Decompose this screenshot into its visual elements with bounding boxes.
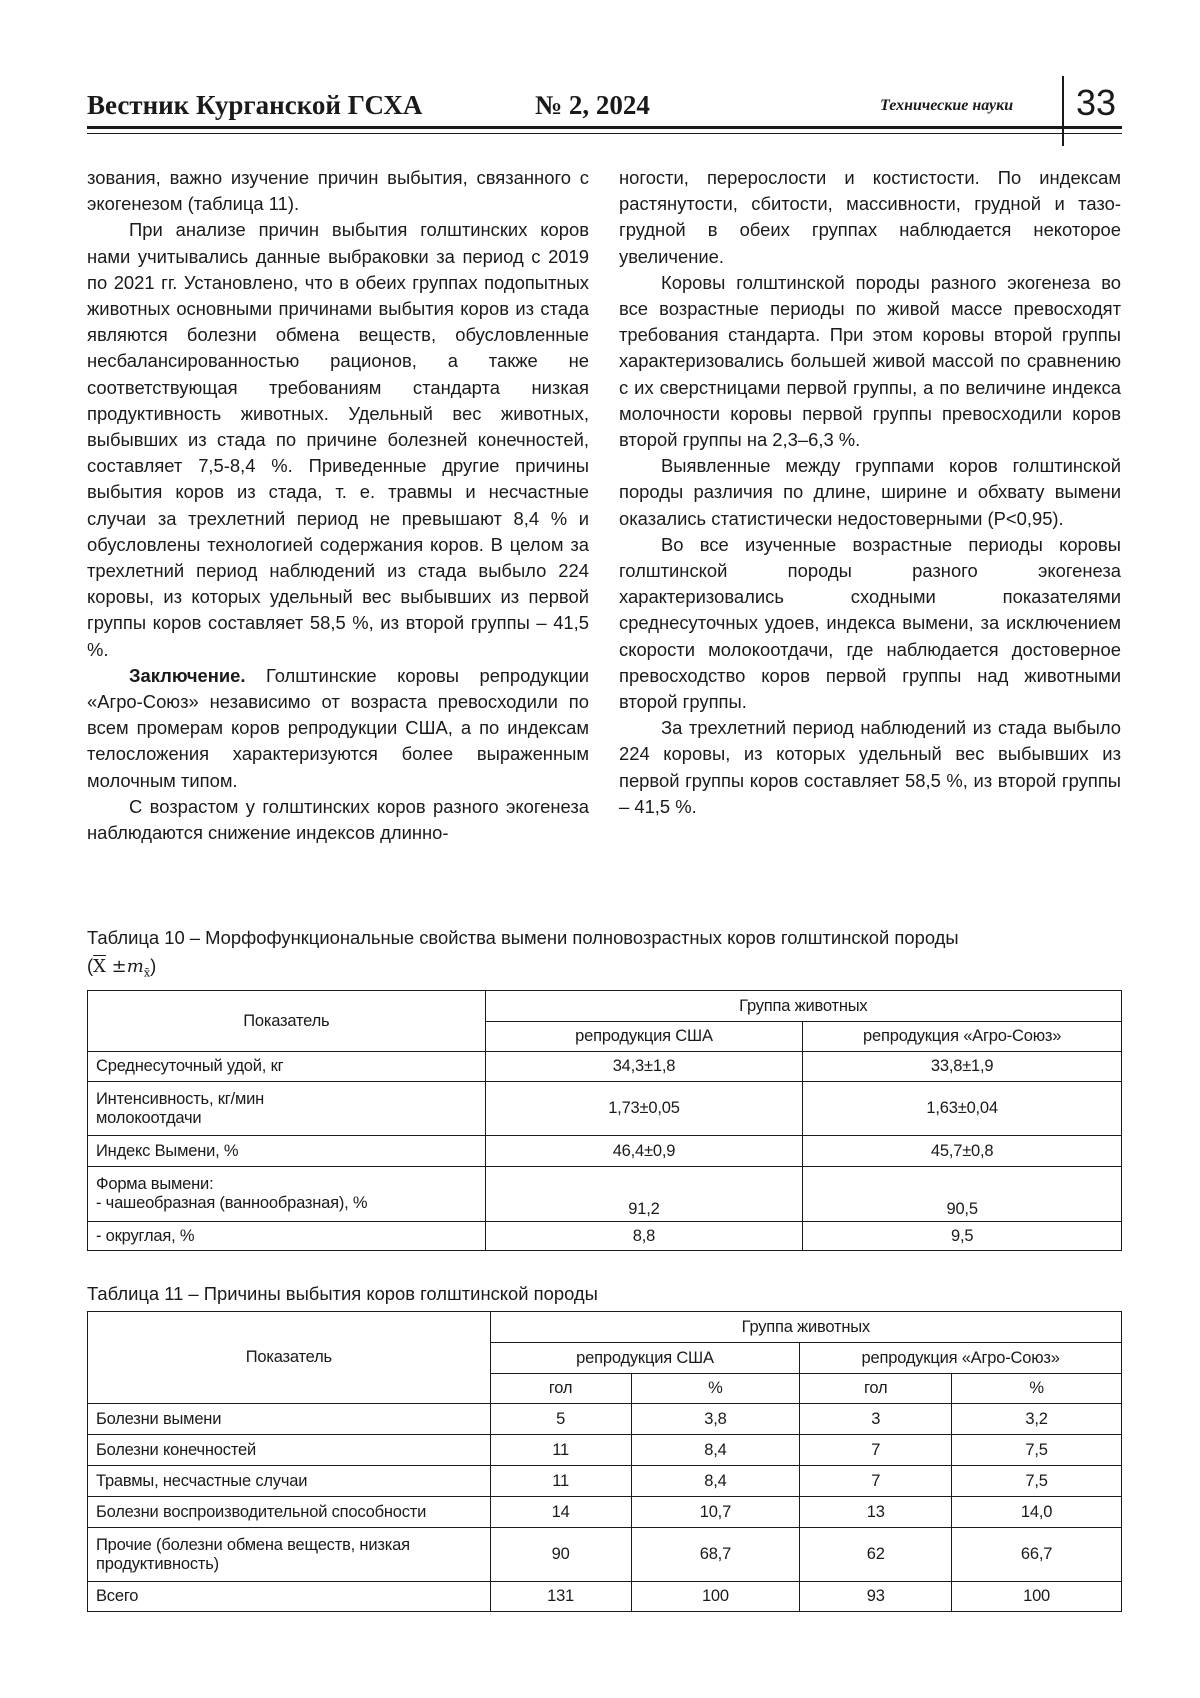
header-usa: репродукция США [485, 1022, 803, 1052]
table-row: Травмы, несчастные случаи 11 8,4 7 7,5 [88, 1466, 1122, 1497]
paragraph: зования, важно изучение причин выбытия, связанного с экогенезом (таблица 11). [87, 167, 589, 215]
paragraph: Во все изученные возрастные периоды коровы голштинской породы разного экогенеза характеризовались сходными показателями среднесуточных удоев, индекса вымени, за исключением скорости молокоотдачи, где наблюдается достоверное превосходство коров первой группы над животными второй группы. [619, 533, 1121, 713]
table10 [87, 990, 1122, 1251]
paragraph: ногости, перерослости и костистости. По индексам растянутости, сбитости, массивности, грудной и тазо-грудной в обеих группах наблюдается некоторое увеличение. [619, 167, 1121, 267]
paragraph: Выявленные между группами коров голштинской породы различия по длине, ширине и обхвату вымени оказались статистически недостоверными (Р<0,95). [619, 455, 1121, 529]
header-group: Группа животных [485, 991, 1121, 1022]
paragraph: Коровы голштинской породы разного экогенеза во все возрастные периоды по живой массе превосходят требования стандарта. При этом коровы второй группы характеризовались большей живой массой по сравнению с их сверстницами первой группы, а по величине индекса молочности коровы первой группы превосходили коров второй группы на 2,3–6,3 %. [619, 271, 1121, 451]
page-number: 33 [1076, 82, 1117, 123]
header-unit-pct: % [631, 1374, 800, 1404]
paragraph: При анализе причин выбытия голштинских коров нами учитывались данные выбраковки за период с 2019 по 2021 гг. Установлено, что в обеих группах подопытных животных основными причинами выбытия коров из стада являются болезни обмена веществ, обусловленные несбалансированностью рационов, а также не соответствующая требованиям стандарта низкая продуктивность животных. Удельный вес животных, выбывших из стада по причине болезней конечностей, составляет 7,5-8,4 %. Приведенные другие причины выбытия коров из стада, т. е. травмы и несчастные случаи за трехлетний период не превышают 8,4 % и обусловлены технологией содержания коров. В целом за трехлетний период наблюдений из стада выбыло 224 коровы, из которых удельный вес выбывших из первой группы коров составляет 58,5 %, из второй группы – 41,5 %. [87, 219, 589, 660]
conclusion-paragraph [87, 663, 589, 794]
table-row: Индекс Вымени, % 46,4±0,9 45,7±0,8 [88, 1136, 1122, 1167]
header-usa: репродукция США [490, 1343, 800, 1374]
table10-formula: $(\overline{X} \pm m_{x̄})$ [87, 955, 157, 980]
header-agro: репродукция «Агро-Союз» [803, 1022, 1122, 1052]
header-group: Группа животных [490, 1312, 1121, 1343]
header-agro: репродукция «Агро-Союз» [800, 1343, 1122, 1374]
header-unit-head: гол [490, 1374, 631, 1404]
right-column [619, 165, 1121, 820]
header-unit-head: гол [800, 1374, 952, 1404]
header-indicator: Показатель [88, 991, 486, 1052]
table-row: Болезни воспроизводительной способности 14 10,7 13 14,0 [88, 1497, 1122, 1528]
table11 [87, 1311, 1122, 1612]
table10-caption: Таблица 10 – Морфофункциональные свойства вымени полновозрастных коров голштинской породы [87, 927, 959, 948]
journal-title: Вестник Курганской ГСХА [87, 90, 423, 120]
table-row: Всего 131 100 93 100 [88, 1582, 1122, 1612]
header-unit-pct: % [952, 1374, 1122, 1404]
table11-caption: Таблица 11 – Причины выбытия коров голштинской породы [87, 1283, 598, 1304]
header-rule-thick [87, 126, 1122, 129]
table-row: Интенсивность, кг/мин молокоотдачи 1,73±0,05 1,63±0,04 [88, 1082, 1122, 1136]
conclusion-text: Голштинские коровы репродукции «Агро-Союз» независимо от возраста превосходили по всем промерам коров репродукции США, а по индексам телосложения характеризуются более выраженным молочным типом. [87, 664, 589, 791]
section-title: Технические науки [880, 97, 1014, 114]
paragraph: С возрастом у голштинских коров разного экогенеза наблюдаются снижение индексов длинно- [87, 795, 589, 844]
conclusion-lead: Заключение. [129, 664, 246, 686]
page-header [0, 0, 1200, 150]
table-row: Болезни вымени 5 3,8 3 3,2 [88, 1404, 1122, 1435]
header-indicator: Показатель [88, 1312, 491, 1404]
table-row: Болезни конечностей 11 8,4 7 7,5 [88, 1435, 1122, 1466]
table-row: Среднесуточный удой, кг 34,3±1,8 33,8±1,9 [88, 1052, 1122, 1082]
table-row: - округлая, % 8,8 9,5 [88, 1222, 1122, 1251]
issue-number: № 2, 2024 [535, 90, 650, 120]
header-rule-thin [87, 133, 1122, 134]
left-column [87, 165, 589, 846]
header-vertical-rule [1062, 76, 1064, 146]
table-row: Форма вымени: - чашеобразная (ваннообразная), % 91,2 90,5 [88, 1167, 1122, 1222]
formula-mean: $\overline{X}$ [93, 956, 106, 977]
table-row: Прочие (болезни обмена веществ, низкая продуктивность) 90 68,7 62 66,7 [88, 1528, 1122, 1582]
paragraph: За трехлетний период наблюдений из стада выбыло 224 коровы, из которых удельный вес выбывших из первой группы коров составляет 58,5 %, из второй группы – 41,5 %. [619, 717, 1121, 817]
